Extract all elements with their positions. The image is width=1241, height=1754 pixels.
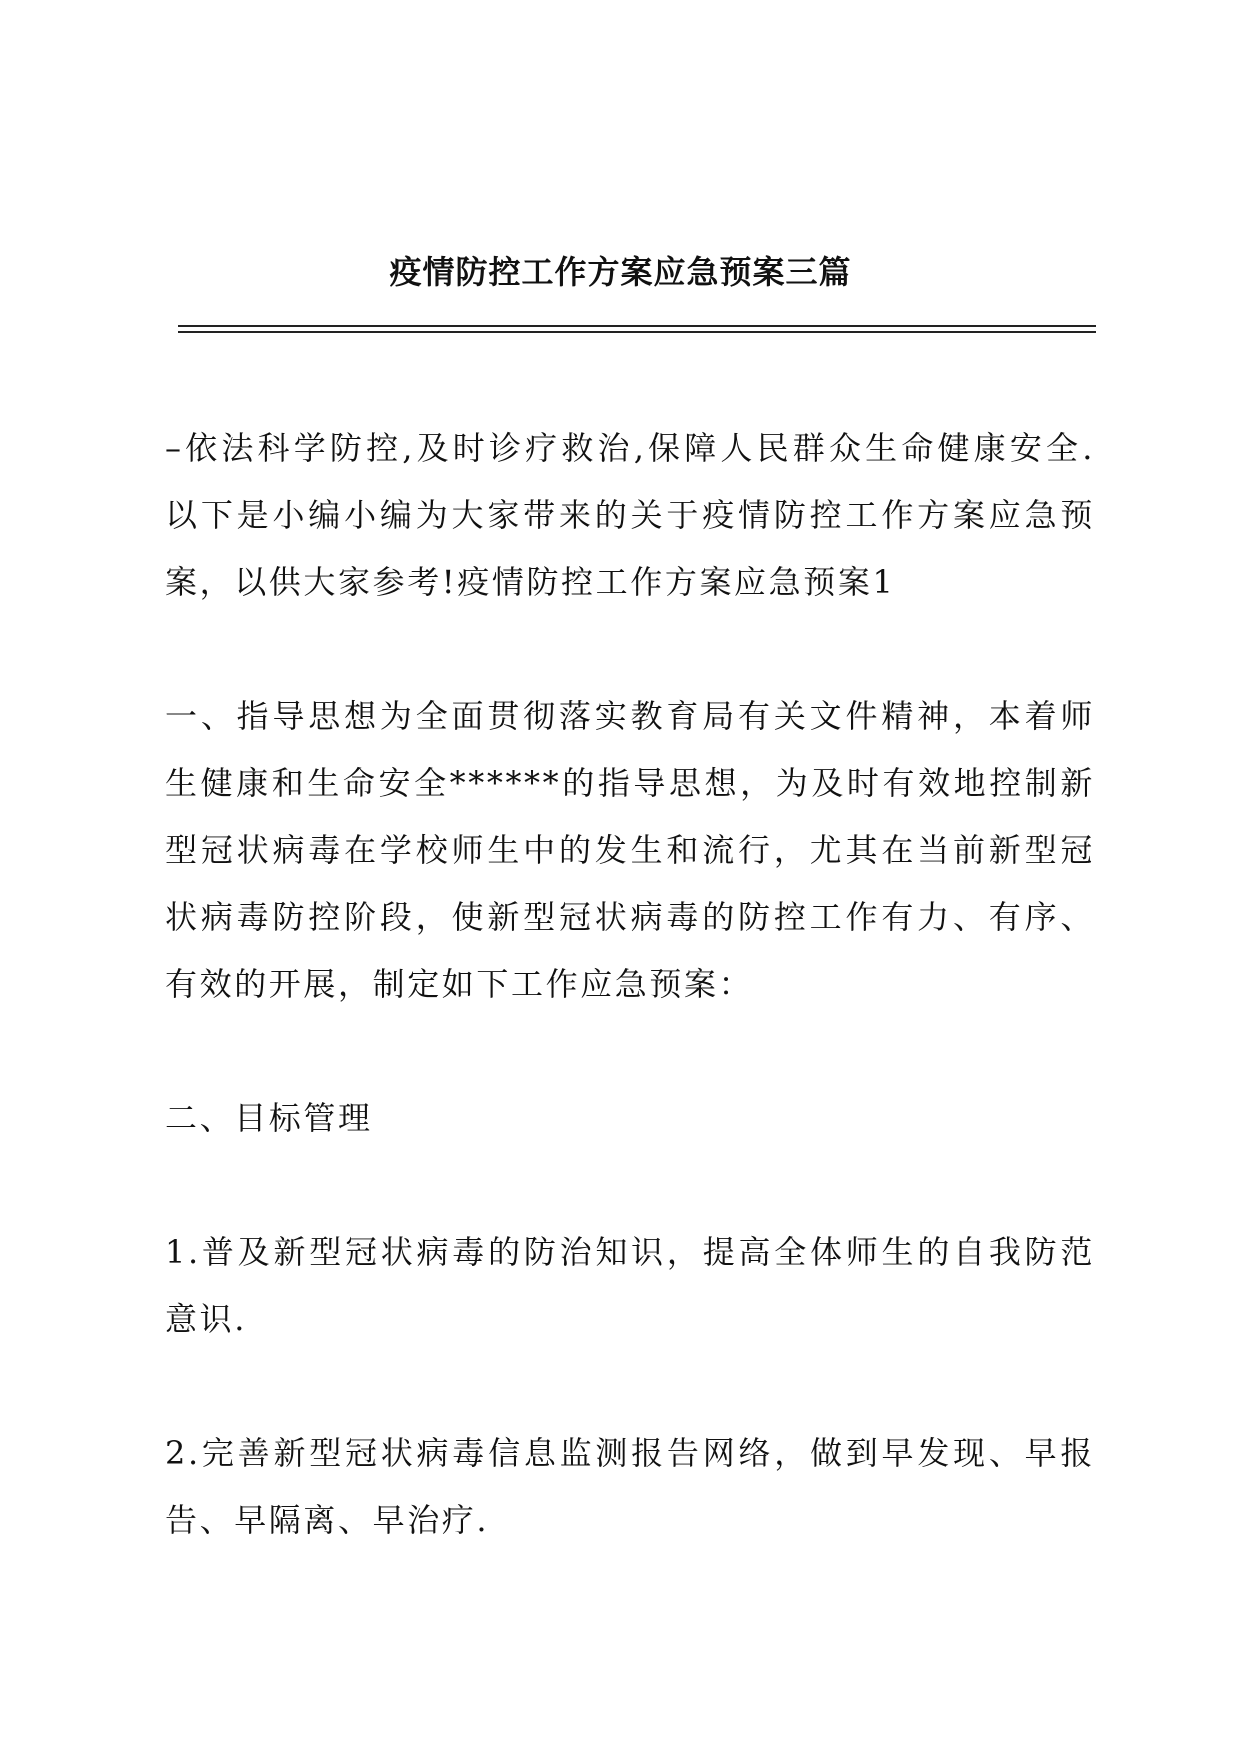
intro-paragraph: –依法科学防控,及时诊疗救治,保障人民群众生命健康安全. 以下是小编小编为大家带来的关于疫情防控工作方案应急预案，以供大家参考!疫情防控工作方案应急预案1 [165, 429, 1095, 601]
document-body [165, 415, 1095, 1621]
goal-item-2: 2.完善新型冠状病毒信息监测报告网络，做到早发现、早报告、早隔离、早治疗. [165, 1434, 1095, 1539]
section-heading-goal-management: 二、目标管理 [165, 1099, 373, 1137]
title-divider-top [178, 325, 1096, 327]
guiding-ideology-paragraph: 一、指导思想为全面贯彻落实教育局有关文件精神，本着师生健康和生命安全******的指导思想，为及时有效地控制新型冠状病毒在学校师生中的发生和流行，尤其在当前新型冠状病毒防控阶段，使新型冠状病毒的防控工作有力、有序、有效的开展，制定如下工作应急预案： [165, 697, 1095, 1003]
goal-item-1: 1.普及新型冠状病毒的防治知识，提高全体师生的自我防范意识. [165, 1233, 1095, 1338]
title-divider-bottom [178, 331, 1096, 333]
document-title: 疫情防控工作方案应急预案三篇 [389, 253, 852, 291]
